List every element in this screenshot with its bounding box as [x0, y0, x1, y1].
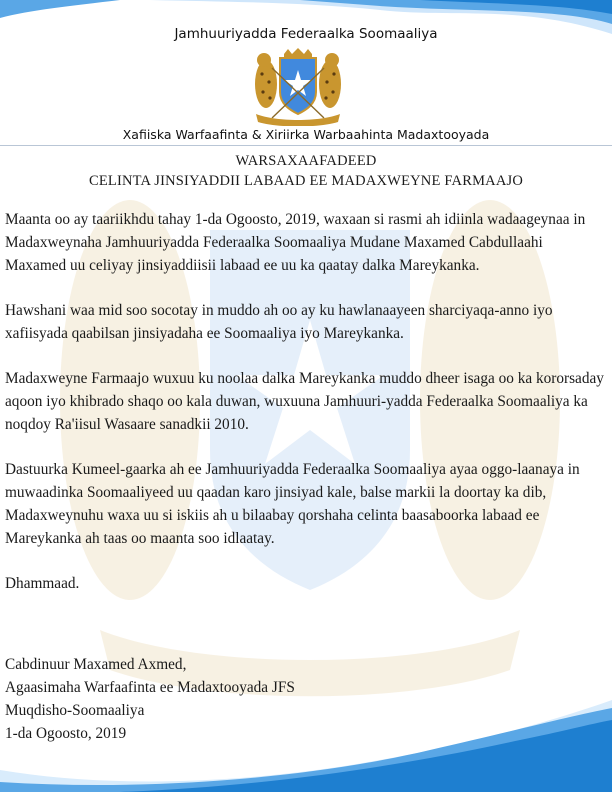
somalia-coat-of-arms-icon	[246, 48, 350, 126]
signatory-position: Agaasimaha Warfaafinta ee Madaxtooyada JFS	[5, 679, 295, 696]
paragraph: Dastuurka Kumeel-gaarka ah ee Jamhuuriyadda Federaalka Soomaaliya ayaa oggo-laanaya in muwaadinka Soomaaliyeed uu qaadan karo jinsiyad kale, balse markii la doortay ka dib, Madaxweynuhu waxa uu si iskiis ah u bilaabay qorshaha celinta baasaboorka labaad ee Mareykanka ah taas oo maanta soo idlaatay.	[5, 461, 580, 547]
signature-location: Muqdisho-Soomaaliya	[5, 702, 145, 719]
paragraph: Madaxweyne Farmaajo wuxuu ku noolaa dalka Mareykanka muddo dheer isaga oo ka kororsaday aqoon iyo khibrado shaqo oo kala duwan, wuxuuna Jamhuuri-yadda Federaalka Soomaaliya ka noqdoy Ra'iisul Wasaare sanadkii 2010.	[5, 370, 604, 433]
document-body	[5, 208, 605, 617]
signatory-name: Cabdinuur Maxamed Axmed,	[5, 656, 187, 673]
paragraph: Hawshani waa mid soo socotay in muddo ah oo ay ku hawlanaayeen sharciyaqa-anno iyo xafiisyada qaabilsan jinsiyadaha ee Soomaaliya iyo Mareykanka.	[5, 302, 553, 342]
document-subtitle: CELINTA JINSIYADDII LABAAD EE MADAXWEYNE FARMAAJO	[88, 173, 524, 189]
header-country-name: Jamhuuriyadda Federaalka Soomaaliya	[174, 26, 438, 42]
signature-date: 1-da Ogoosto, 2019	[5, 725, 127, 742]
document-title: WARSAXAAFADEED	[235, 153, 377, 169]
header-office-name: Xafiiska Warfaafinta & Xiriirka Warbaahinta Madaxtooyada	[122, 127, 490, 142]
closing-word: Dhammaad.	[5, 575, 80, 592]
header-divider	[0, 145, 612, 146]
paragraph: Maanta oo ay taariikhdu tahay 1-da Ogoosto, 2019, waxaan si rasmi ah idiinla wadaageynaa in Madaxweynaha Jamhuuriyadda Federaalka Soomaaliya Mudane Maxamed Cabdullaahi Maxamed uu celiyay jinsiyaddiisii labaad ee uu ka qaatay dalka Mareykanka.	[5, 211, 586, 274]
signature-block	[5, 653, 295, 745]
